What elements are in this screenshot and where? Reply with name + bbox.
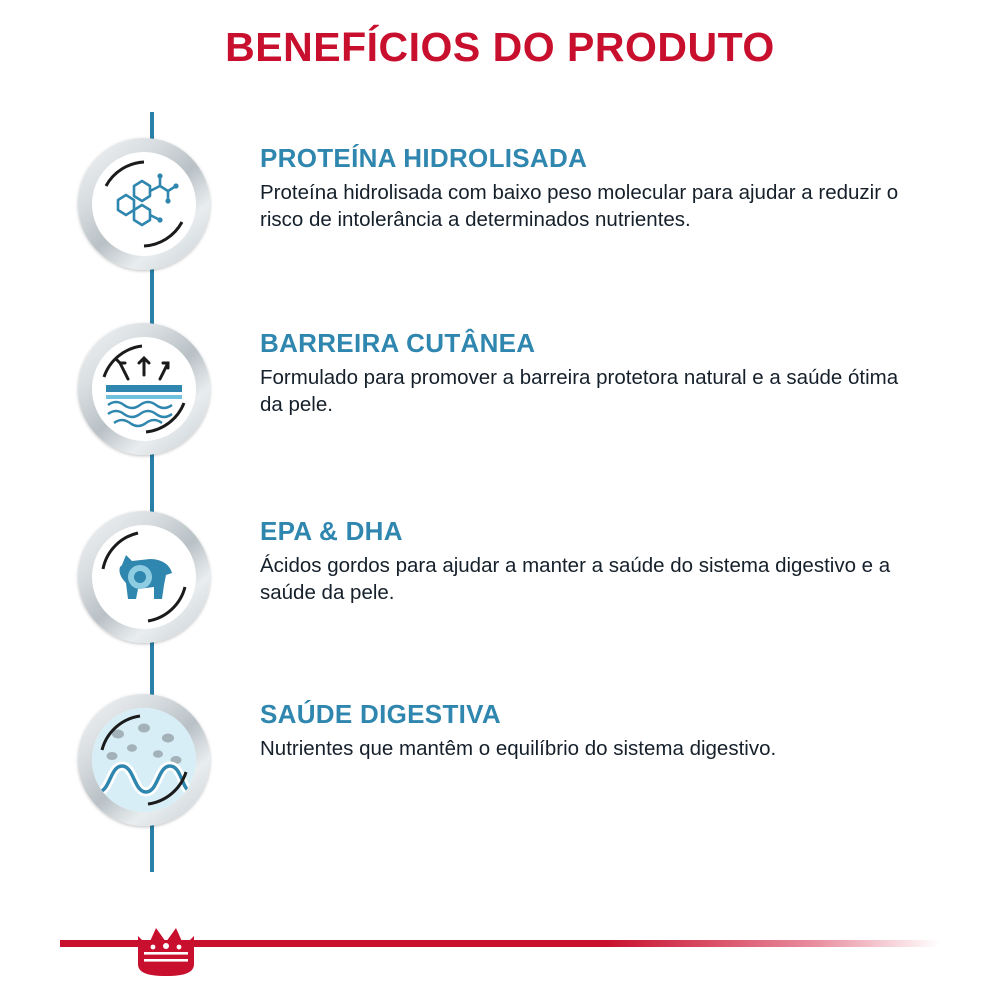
benefit-text [260,329,900,419]
benefit-icon-wrap [60,323,210,473]
benefit-icon-wrap [60,138,210,288]
benefit-icon-wrap [60,511,210,661]
benefit-description: Nutrientes que mantêm o equilíbrio do sistema digestivo. [260,736,777,760]
benefit-text [260,700,900,762]
icon-circle [78,323,210,455]
benefit-title: SAÚDE DIGESTIVA [260,699,501,729]
skin-barrier-icon [92,337,196,441]
benefit-text [260,144,900,234]
benefit-icon-wrap [60,694,210,844]
royal-canin-crown-logo [128,906,204,982]
benefit-description: Ácidos gordos para ajudar a manter a saúde do sistema digestivo e a saúde da pele. [260,553,891,605]
benefit-description: Formulado para promover a barreira protetora natural e a saúde ótima da pele. [260,365,899,417]
molecule-icon [92,152,196,256]
icon-circle [78,138,210,270]
benefit-item [60,511,960,661]
icon-circle [78,694,210,826]
digestive-wave-icon [92,708,196,812]
benefit-item [60,138,960,288]
benefit-description: Proteína hidrolisada com baixo peso molecular para ajudar a reduzir o risco de intolerância a determinados nutrientes. [260,180,899,232]
benefit-item [60,694,960,844]
dog-icon [92,525,196,629]
benefit-text [260,517,900,607]
benefit-title: PROTEÍNA HIDROLISADA [260,143,588,173]
benefit-item [60,323,960,473]
benefit-title: BARREIRA CUTÂNEA [260,328,536,358]
icon-circle [78,511,210,643]
page-title: BENEFÍCIOS DO PRODUTO [225,24,775,70]
benefit-title: EPA & DHA [260,516,403,546]
